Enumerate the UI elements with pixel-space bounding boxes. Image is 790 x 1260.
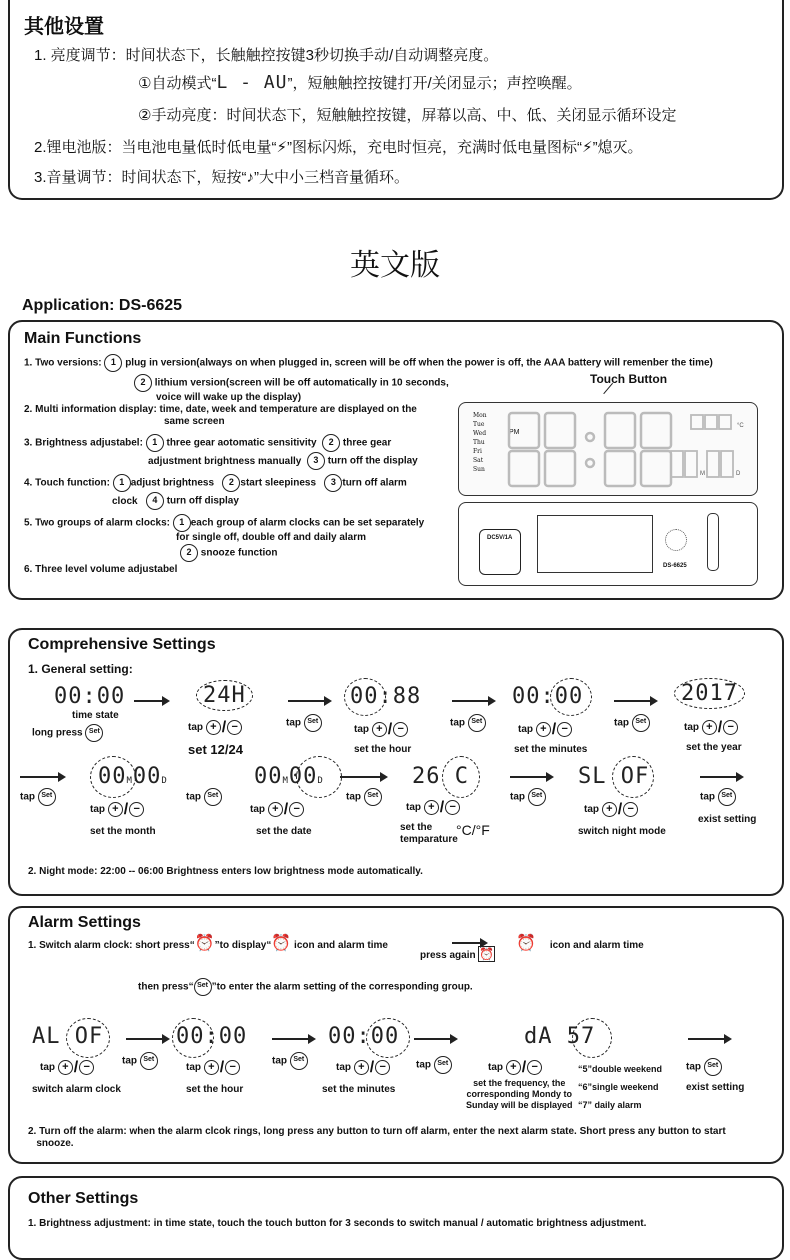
set-month-label: set the month [90, 826, 156, 837]
arrow-icon [20, 776, 64, 778]
year-display: 2017 [674, 678, 745, 709]
arrow-icon [288, 700, 330, 702]
set-button-icon[interactable]: Set [704, 1058, 722, 1076]
exist-setting-label: exist setting [698, 814, 757, 825]
f1b: lithium version(screen will be off automatically in 10 seconds, [154, 377, 449, 389]
num-2-icon: 2 [134, 374, 152, 392]
set-hour-label: set the hour [354, 744, 412, 755]
temperature-display: 26 C [412, 764, 469, 789]
big-digits-icon [505, 409, 695, 491]
hour-display: 00:88 [350, 684, 422, 709]
tap-pm: tap + / − [336, 1060, 390, 1075]
dc-port-label: DC5V/1A [487, 535, 513, 541]
tap-text: tap [186, 791, 201, 803]
minus-icon[interactable]: − [557, 722, 572, 737]
clock-back-illustration [458, 502, 758, 586]
weekday-list [473, 411, 487, 474]
tap-text: tap [90, 804, 105, 816]
weekend-options [578, 1060, 662, 1114]
clock-front-illustration [458, 402, 758, 496]
freq-line-3: Sunday will be displayed [466, 1100, 573, 1110]
tap-text: tap [346, 791, 361, 803]
alarm-button-icon[interactable]: ⏰ [479, 947, 495, 961]
arrow-icon [452, 700, 494, 702]
day-tue: Tue [473, 421, 485, 428]
main-functions-box [8, 320, 784, 600]
set-1224-label: set 12/24 [188, 742, 243, 757]
battery-compartment [537, 515, 653, 573]
plus-icon[interactable]: + [206, 720, 221, 735]
freq-line-1: set the frequency, the [473, 1078, 566, 1088]
cn-line-5: 3.音量调节：时间状态下，短按“♪”大中小三档音量循环。 [34, 169, 410, 186]
plus-icon[interactable]: + [602, 802, 617, 817]
arrow-icon [614, 700, 656, 702]
set-button-icon[interactable]: Set [290, 1052, 308, 1070]
f3d: turn off the display [327, 455, 418, 467]
tap-pm: tap + / − [518, 722, 572, 737]
minus-icon[interactable]: − [375, 1060, 390, 1075]
tap-pm: tap + / − [250, 802, 304, 817]
option-7: “7” daily alarm [578, 1100, 642, 1110]
tap-text: tap [614, 717, 629, 729]
tap-text: tap [40, 1062, 55, 1074]
month-highlight [90, 756, 136, 798]
back-buttons-icon [707, 513, 719, 571]
tap-text: tap [186, 1062, 201, 1074]
f2: 2. Multi information display: time, date, week and temperature are displayed on the [24, 404, 417, 415]
alarm-l2a: then press“ [138, 981, 194, 993]
f1-label: 1. Two versions: [24, 357, 102, 369]
tap-pm: tap + / − [584, 802, 638, 817]
dc-cable-icon [479, 529, 521, 575]
hour-highlight [344, 678, 386, 716]
tap-set [286, 714, 322, 732]
num-4-icon: 4 [146, 492, 164, 510]
general-setting-label: 1. General setting: [28, 662, 133, 676]
cn-line-3: ②手动亮度：时间状态下，短触触控按键，屏幕以高、中、低、关闭显示循环设定 [138, 107, 677, 124]
alarm-l1b: ”to display“ [214, 940, 272, 951]
tap-set [700, 788, 736, 806]
day-sun: Sun [473, 466, 485, 473]
svg-text:°C: °C [737, 423, 744, 429]
tap-text: tap [122, 1055, 137, 1067]
alarm-set-minutes-label: set the minutes [322, 1084, 396, 1095]
plus-icon[interactable]: + [506, 1060, 521, 1075]
set-minutes-label: set the minutes [514, 744, 588, 755]
alarm-2-icon: ⏰ [516, 935, 536, 952]
option-5: “5”double weekend [578, 1064, 663, 1074]
plus-icon[interactable]: + [268, 802, 283, 817]
minus-icon[interactable]: − [527, 1060, 542, 1075]
chinese-settings-box [8, 0, 784, 200]
alarm-settings-box [8, 906, 784, 1164]
svg-text:D: D [736, 471, 741, 477]
main-f2 [24, 404, 417, 428]
cn-line-4: 2.锂电池版：当电池电量低时低电量“⚡”图标闪烁，充电时恒亮，充满时低电量图标“⚡”熄灭。 [34, 139, 643, 156]
cn-seg-lau: L - AU [216, 72, 288, 93]
set-button-icon[interactable]: Set [468, 714, 486, 732]
cn-line-2 [138, 72, 582, 93]
arrow-icon [452, 942, 486, 944]
tap-text: tap [286, 717, 301, 729]
alarm-day-display: dA 57 [524, 1024, 596, 1049]
minutes-display: 00:00 [512, 684, 584, 709]
main-f6: 6. Three level volume adjustabel [24, 564, 178, 575]
tap-pm: tap + / − [488, 1060, 542, 1075]
cn-line-2b: ”，短触触控按键打开/关闭显示；声控唤醒。 [287, 75, 582, 92]
option-6: “6”single weekend [578, 1082, 659, 1092]
night-mode-label: switch night mode [578, 826, 666, 837]
num-2-icon: 2 [222, 474, 240, 492]
main-f4 [24, 474, 407, 510]
f3c: adjustment brightness manually [148, 455, 302, 467]
freq-line-2: corresponding Mondy to [466, 1089, 573, 1099]
english-heading: 英文版 [350, 249, 440, 282]
minus-icon[interactable]: − [129, 802, 144, 817]
alarm-off-display: AL OF [32, 1024, 104, 1049]
press-again-label [420, 948, 495, 962]
minutes-highlight [550, 678, 592, 716]
num-3-icon: 3 [307, 452, 325, 470]
tap-text: tap [518, 724, 533, 736]
svg-text:M: M [700, 471, 705, 477]
alarm-l3: 2. Turn off the alarm: when the alarm clcok rings, long press any button to turn off alarm, enter the next alarm state. Short press any button to start [28, 1126, 726, 1137]
f1a: plug in version(always on when plugged in, screen will be off when the power is off, the AAA battery will remenber the time) [125, 357, 713, 369]
tap-set [614, 714, 650, 732]
frequency-note [466, 1078, 573, 1111]
tap-text: tap [684, 722, 699, 734]
time-state-label: time state [72, 710, 119, 721]
alarm-minutes-display: 00:00 [328, 1024, 400, 1049]
pm-indicator: PM [509, 429, 520, 436]
small-digits-icon [669, 413, 751, 489]
minus-icon[interactable]: − [445, 800, 460, 815]
night-mode-note: 2. Night mode: 22:00 -- 06:00 Brightness enters low brightness mode automatically. [28, 866, 423, 877]
f3a: three gear aotomatic sensitivity [166, 437, 317, 449]
plus-icon[interactable]: + [108, 802, 123, 817]
alarm-l3b: snooze. [36, 1138, 74, 1149]
num-2-icon: 2 [180, 544, 198, 562]
tap-set [450, 714, 486, 732]
alarm-off-note [28, 1126, 768, 1150]
arrow-icon [414, 1038, 456, 1040]
day-sat: Sat [473, 457, 484, 464]
plus-icon[interactable]: + [204, 1060, 219, 1075]
day-wed: Wed [473, 430, 487, 437]
f4b: start sleepiness [240, 477, 317, 489]
alarm-day-highlight [572, 1018, 612, 1058]
f3: 3. Brightness adjustabel: [24, 437, 143, 449]
set-button-icon[interactable]: Set [528, 788, 546, 806]
num-1-icon: 1 [173, 514, 191, 532]
day-thu: Thu [473, 439, 485, 446]
arrow-icon [688, 1038, 730, 1040]
plus-icon[interactable]: + [372, 722, 387, 737]
set-button-icon[interactable]: Set [718, 788, 736, 806]
alarm-hour-highlight [172, 1018, 214, 1058]
arrow-icon [272, 1038, 314, 1040]
set-button-icon[interactable]: Set [38, 788, 56, 806]
set-button-icon[interactable]: Set [632, 714, 650, 732]
24h-display: 24H [196, 680, 253, 711]
alarm-line-1b [516, 935, 644, 952]
day-fri: Fri [473, 448, 482, 455]
plus-icon[interactable]: + [58, 1060, 73, 1075]
tap-set [186, 788, 222, 806]
set-temp-text: set the [400, 822, 433, 833]
arrow-icon [700, 776, 742, 778]
date-display: 00M00D [254, 764, 324, 789]
tap-text: tap [416, 1059, 431, 1071]
alarm-l1a: 1. Switch alarm clock: short press“ [28, 940, 195, 951]
f4d: clock [112, 495, 138, 507]
alarm-l2b: ”to enter the alarm setting of the corresponding group. [211, 981, 473, 993]
tap-set [122, 1052, 158, 1070]
minus-icon[interactable]: − [225, 1060, 240, 1075]
set-button-icon[interactable]: Set [304, 714, 322, 732]
f4: 4. Touch function: [24, 477, 110, 489]
minus-icon[interactable]: − [79, 1060, 94, 1075]
alarm-exist-label: exist setting [686, 1082, 745, 1093]
minus-icon[interactable]: − [227, 720, 242, 735]
alarm-clock-icon: ⏰ [194, 935, 215, 952]
alarm-line-1 [28, 935, 388, 952]
f5: 5. Two groups of alarm clocks: [24, 517, 170, 529]
f5a: each group of alarm clocks can be set separately [190, 517, 425, 529]
tap-text: tap [488, 1062, 503, 1074]
minus-icon[interactable]: − [289, 802, 304, 817]
tap-set [272, 1052, 308, 1070]
set-date-label: set the date [256, 826, 312, 837]
alarm-minutes-highlight [366, 1018, 410, 1058]
cf-label: °C/°F [456, 822, 490, 838]
tap-set [416, 1056, 452, 1074]
main-f1b [134, 374, 449, 404]
day-mon: Mon [473, 412, 487, 419]
application-title: Application: DS-6625 [22, 297, 183, 314]
set-temp-label [400, 822, 458, 846]
tap-pm: tap + / − [188, 720, 242, 735]
tap-text: tap [584, 804, 599, 816]
plus-icon[interactable]: + [536, 722, 551, 737]
alarm-set-hour-label: set the hour [186, 1084, 244, 1095]
tap-text: tap [406, 802, 421, 814]
set-button-icon[interactable]: Set [204, 788, 222, 806]
tap-text: tap [510, 791, 525, 803]
f4c: turn off alarm [342, 477, 407, 489]
f4e: turn off display [166, 495, 239, 507]
f5b: for single off, double off and daily alarm [176, 532, 367, 543]
f5c: snooze function [200, 547, 278, 559]
alarm-off-highlight [66, 1018, 110, 1058]
tap-text: tap [188, 722, 203, 734]
main-f3 [24, 434, 418, 470]
other-settings-box [8, 1176, 784, 1260]
set-button-icon[interactable]: Set [364, 788, 382, 806]
set-button-icon[interactable]: Set [85, 724, 103, 742]
tap-set [686, 1058, 722, 1076]
tap-pm: tap + / − [40, 1060, 94, 1075]
comprehensive-settings-box [8, 628, 784, 896]
minus-icon[interactable]: − [623, 802, 638, 817]
other-title: Other Settings [28, 1190, 139, 1207]
press-again-text: press again [420, 950, 476, 961]
plus-icon[interactable]: + [702, 720, 717, 735]
set-button-icon[interactable]: Set [194, 978, 212, 996]
set-year-label: set the year [686, 742, 742, 753]
tap-pm: tap + / − [186, 1060, 240, 1075]
speaker-grill-icon [665, 529, 687, 551]
main-title: Main Functions [24, 330, 142, 347]
alarm-1-icon: ⏰ [271, 935, 292, 952]
date-highlight [296, 756, 342, 798]
alarm-l1d: icon and alarm time [549, 940, 644, 951]
cn-line-2a: ①自动模式“ [138, 75, 217, 92]
other-line-1: 1. Brightness adjustment: in time state, touch the touch button for 3 seconds to switch manual / automatic brightness adjustment. [28, 1218, 647, 1229]
arrow-icon [134, 700, 168, 702]
minus-icon[interactable]: − [723, 720, 738, 735]
main-f5 [24, 514, 424, 562]
time-display: 00:00 [54, 684, 126, 709]
switch-alarm-label: switch alarm clock [32, 1084, 121, 1095]
touch-button-label: Touch Button [590, 372, 668, 386]
tap-pm: tap + / − [354, 722, 408, 737]
alarm-line-2 [138, 978, 473, 996]
tap-set [346, 788, 382, 806]
cn-line-1: 1. 亮度调节：时间状态下，长触触控按键3秒切换手动/自动调整亮度。 [34, 47, 499, 64]
f2b: same screen [164, 416, 225, 427]
tap-text: tap [686, 1061, 701, 1073]
tap-text: tap [250, 804, 265, 816]
num-2-icon: 2 [322, 434, 340, 452]
tap-pm: tap + / − [90, 802, 144, 817]
long-press-text: long press [32, 727, 83, 739]
tap-text: tap [354, 724, 369, 736]
long-press-label [32, 724, 103, 742]
tap-text: tap [450, 717, 465, 729]
model-label: DS-6625 [663, 563, 687, 569]
tap-pm: tap + / − [684, 720, 738, 735]
night-mode-highlight [612, 756, 654, 798]
tap-set [510, 788, 546, 806]
tap-set [20, 788, 56, 806]
set-button-icon[interactable]: Set [140, 1052, 158, 1070]
arrow-icon [340, 776, 386, 778]
f1b2: voice will wake up the display) [156, 392, 302, 403]
f4a: adjust brightness [130, 477, 215, 489]
num-3-icon: 3 [324, 474, 342, 492]
alarm-title: Alarm Settings [28, 914, 141, 931]
arrow-icon [126, 1038, 168, 1040]
tap-text: tap [20, 791, 35, 803]
cn-title: 其他设置 [24, 16, 104, 38]
num-1-icon: 1 [146, 434, 164, 452]
minus-icon[interactable]: − [393, 722, 408, 737]
comp-title: Comprehensive Settings [28, 636, 216, 653]
tap-text: tap [272, 1055, 287, 1067]
alarm-hour-display: 00:00 [176, 1024, 248, 1049]
f3b: three gear [342, 437, 392, 449]
tap-pm: tap + / − [406, 800, 460, 815]
num-1-icon: 1 [104, 354, 122, 372]
set-button-icon[interactable]: Set [434, 1056, 452, 1074]
temperature-highlight [442, 756, 480, 798]
night-mode-display: SL OF [578, 764, 650, 789]
plus-icon[interactable]: + [424, 800, 439, 815]
num-1-icon: 1 [113, 474, 131, 492]
arrow-icon [510, 776, 552, 778]
plus-icon[interactable]: + [354, 1060, 369, 1075]
main-f1 [24, 354, 713, 372]
tap-text: tap [700, 791, 715, 803]
tap-text: tap [336, 1062, 351, 1074]
alarm-l1c: icon and alarm time [294, 940, 388, 951]
set-temp-text-2: temparature [400, 834, 458, 845]
month-display: 00M00D [98, 764, 168, 789]
